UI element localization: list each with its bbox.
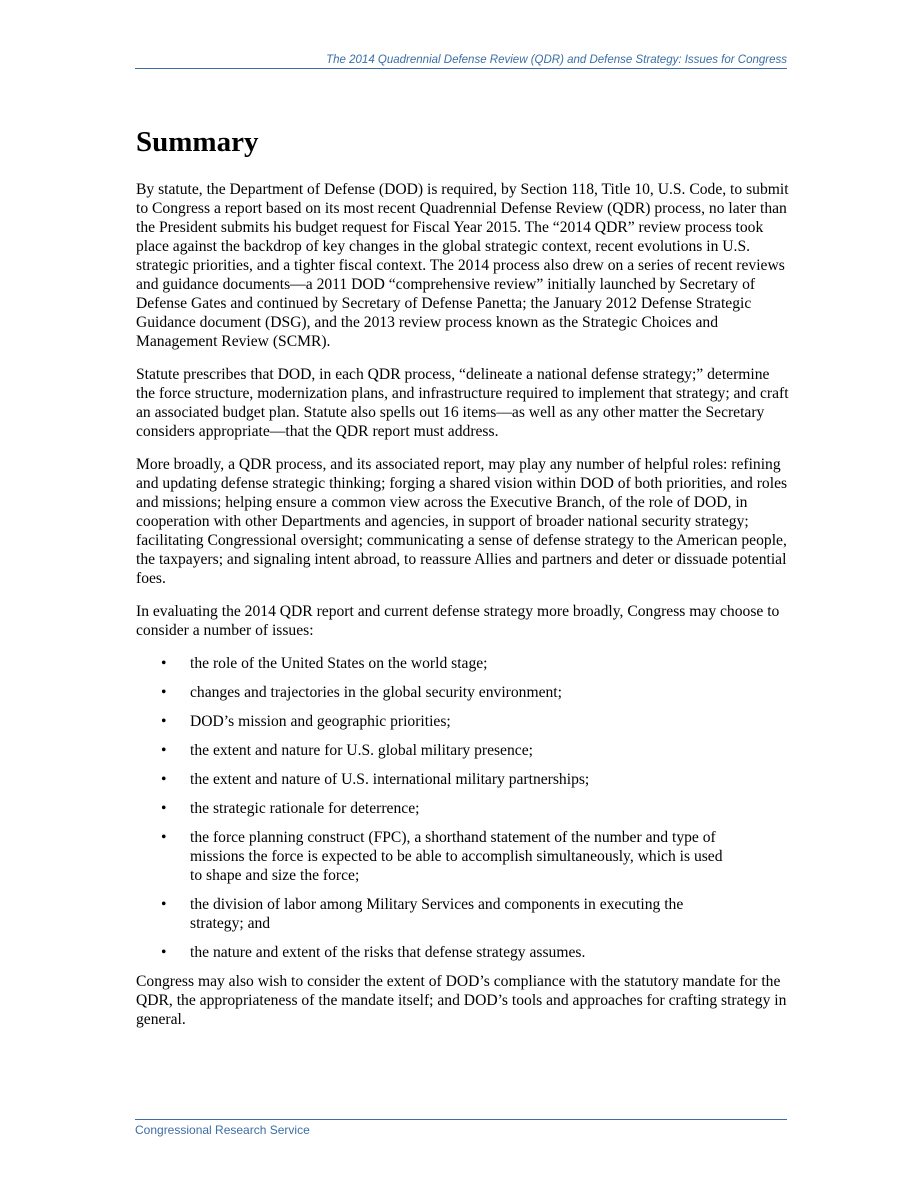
list-item <box>136 943 735 962</box>
list-item <box>136 770 735 789</box>
bullet-icon: • <box>161 713 167 730</box>
list-item-text: the extent and nature of U.S. international military partnerships; <box>190 771 590 788</box>
list-item <box>136 712 735 731</box>
publisher-name: Congressional Research Service <box>135 1123 310 1137</box>
bullet-icon: • <box>161 684 167 701</box>
list-item-text: changes and trajectories in the global security environment; <box>190 684 562 701</box>
list-item <box>136 741 735 760</box>
list-item-text: the strategic rationale for deterrence; <box>190 800 420 817</box>
page-footer <box>135 1119 787 1137</box>
page-title: Summary <box>136 126 259 158</box>
paragraph: In evaluating the 2014 QDR report and current defense strategy more broadly, Congress may choose to consider a number of issues: <box>136 603 780 639</box>
list-item <box>136 828 735 885</box>
list-item-text: the force planning construct (FPC), a shorthand statement of the number and type of missions the force is expected to be able to accomplish simultaneously, which is used to shape and size the force; <box>190 829 723 884</box>
list-item <box>136 654 735 673</box>
closing-paragraph: Congress may also wish to consider the extent of DOD’s compliance with the statutory mandate for the QDR, the appropriateness of the mandate itself; and DOD’s tools and approaches for crafting strategy in general. <box>136 973 787 1028</box>
page-body <box>136 124 791 1043</box>
list-item <box>136 683 735 702</box>
list-item <box>136 799 735 818</box>
paragraph: Statute prescribes that DOD, in each QDR process, “delineate a national defense strategy;” determine the force structure, modernization plans, and infrastructure required to implement that strategy; and craft an associated budget plan. Statute also spells out 16 items—as well as any other matter the Secretary considers appropriate—that the QDR report must address. <box>136 366 789 440</box>
bullet-icon: • <box>161 896 167 913</box>
bullet-icon: • <box>161 771 167 788</box>
list-item-text: the division of labor among Military Services and components in executing the strategy; and <box>190 896 684 932</box>
bullet-icon: • <box>161 829 167 846</box>
running-header <box>135 52 787 69</box>
list-item-text: the role of the United States on the world stage; <box>190 655 488 672</box>
bullet-icon: • <box>161 655 167 672</box>
bullet-icon: • <box>161 800 167 817</box>
list-item-text: the extent and nature for U.S. global military presence; <box>190 742 533 759</box>
running-title: The 2014 Quadrennial Defense Review (QDR) and Defense Strategy: Issues for Congress <box>326 54 787 66</box>
paragraph: More broadly, a QDR process, and its associated report, may play any number of helpful roles: refining and updating defense strategic thinking; forging a shared vision within DOD of both priorities, and roles and missions; helping ensure a common view across the Executive Branch, of the role of DOD, in cooperation with other Departments and agencies, in support of broader national security strategy; facilitating Congressional oversight; communicating a sense of defense strategy to the American people, the taxpayers; and signaling intent abroad, to reassure Allies and partners and deter or dissuade potential foes. <box>136 456 788 587</box>
paragraph: By statute, the Department of Defense (DOD) is required, by Section 118, Title 10, U.S. Code, to submit to Congress a report based on its most recent Quadrennial Defense Review (QDR) process, no later than the President submits his budget request for Fiscal Year 2015. The “2014 QDR” review process took place against the backdrop of key changes in the global strategic context, recent evolutions in U.S. strategic priorities, and a tighter fiscal context. The 2014 process also drew on a series of recent reviews and guidance documents—a 2011 DOD “comprehensive review” initially launched by Secretary of Defense Gates and continued by Secretary of Defense Panetta; the January 2012 Defense Strategic Guidance document (DSG), and the 2013 review process known as the Strategic Choices and Management Review (SCMR). <box>136 181 789 350</box>
issues-list <box>136 654 791 962</box>
list-item-text: DOD’s mission and geographic priorities; <box>190 713 451 730</box>
list-item-text: the nature and extent of the risks that defense strategy assumes. <box>190 944 586 961</box>
list-item <box>136 895 735 933</box>
bullet-icon: • <box>161 742 167 759</box>
bullet-icon: • <box>161 944 167 961</box>
